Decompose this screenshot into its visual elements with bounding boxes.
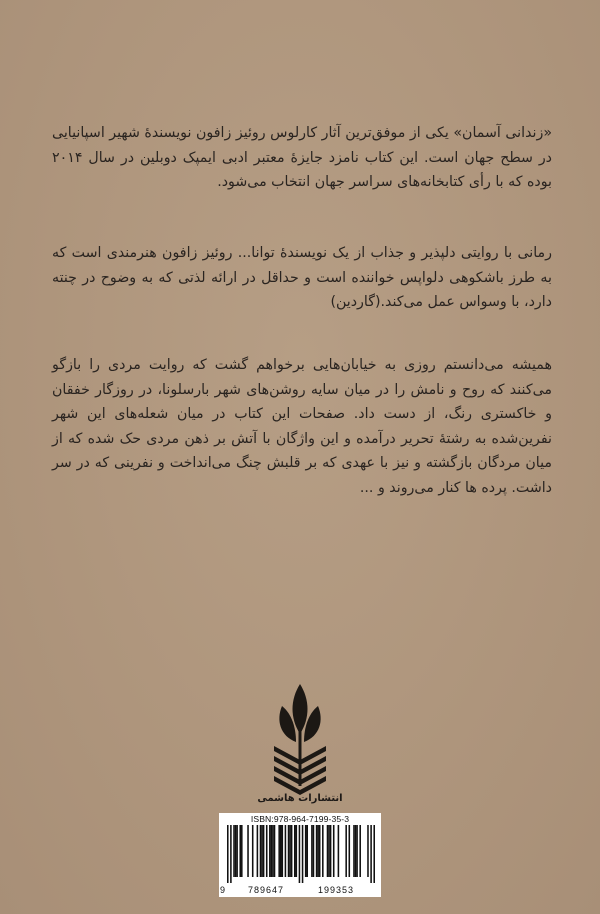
barcode-bar — [235, 825, 237, 877]
barcode-bar — [327, 825, 329, 877]
barcode-bar — [338, 825, 340, 877]
barcode-bar — [272, 825, 274, 877]
barcode-bar — [359, 825, 361, 877]
barcode-bar — [317, 825, 319, 877]
barcode-left-digits: 789647 — [247, 885, 285, 895]
barcode-bar — [230, 825, 232, 883]
barcode-bar — [294, 825, 296, 877]
barcode — [227, 825, 375, 883]
blurb-paragraph-3: همیشه می‌دانستم روزی به خیابان‌هایی برخواهم گشت که روایت مردی را بازگو می‌کنند که روح و نامش را در میان سایه روشن‌های شهر بارسلونا، در روزگار خفقان و خاکستری رنگ، از دست داد. صفحات این کتاب در میان شعله‌های این شهر نفرین‌شده به رشتۀ تحریر درآمده و این واژگان با آتش بر ذهن مردی حک شده که از میان مردگان بازگشته و نیز با عهدی که بر قلبش چنگ می‌انداخت و نفرینی که در سر داشت. پرده ها کنار می‌روند و ... — [52, 357, 552, 496]
barcode-bar — [356, 825, 358, 877]
barcode-bar — [261, 825, 263, 877]
barcode-label — [219, 813, 381, 897]
barcode-bar — [370, 825, 372, 883]
barcode-bar — [291, 825, 293, 877]
barcode-bar — [306, 825, 308, 877]
barcode-digits — [219, 885, 381, 897]
blurb-paragraph-1: «زندانی آسمان» یکی از موفق‌ترین آثار کارلوس روئیز زافون نویسندۀ شهیر اسپانیایی در سطح جهان است. این کتاب نامزد جایزۀ معتبر ادبی ایمپک دوبلین در سال ۲۰۱۴ بوده که با رأی کتابخانه‌های سراسر جهان انتخاب می‌شود. — [52, 125, 552, 191]
barcode-bar — [333, 825, 335, 877]
barcode-bar — [227, 825, 229, 883]
barcode-bar — [274, 825, 276, 877]
barcode-bar — [282, 825, 284, 877]
barcode-bar — [373, 825, 375, 883]
barcode-bar — [278, 825, 280, 877]
barcode-bar — [313, 825, 315, 877]
barcode-bar — [280, 825, 282, 877]
isbn-text: ISBN:978-964-7199-35-3 — [250, 814, 350, 824]
barcode-bar — [269, 825, 271, 877]
barcode-first-digit: 9 — [220, 885, 226, 895]
barcode-bar — [260, 825, 262, 877]
barcode-bar — [288, 825, 290, 877]
barcode-bar — [285, 825, 287, 877]
publisher-name: انتشارات هاشمی — [257, 793, 343, 804]
barcode-bar — [316, 825, 318, 877]
barcode-bar — [319, 825, 321, 877]
barcode-bar — [252, 825, 254, 877]
barcode-bar — [289, 825, 291, 877]
barcode-bar — [266, 825, 268, 877]
barcode-bar — [367, 825, 369, 877]
barcode-bar — [296, 825, 298, 877]
barcode-bar — [302, 825, 304, 883]
barcode-bar — [353, 825, 355, 877]
barcode-right-digits: 199353 — [317, 885, 355, 895]
barcode-bar — [355, 825, 357, 877]
barcode-bar — [257, 825, 259, 877]
tree-book-logo-icon — [264, 680, 336, 800]
barcode-bar — [299, 825, 301, 883]
barcode-bar — [322, 825, 324, 877]
barcode-bar — [233, 825, 235, 877]
barcode-bar — [349, 825, 351, 877]
barcode-bar — [236, 825, 238, 877]
barcode-bar — [311, 825, 313, 877]
barcode-bar — [345, 825, 347, 877]
barcode-bar — [263, 825, 265, 877]
barcode-bar — [330, 825, 332, 877]
barcode-bar — [241, 825, 243, 877]
blurb-paragraph-2: رمانی با روایتی دلپذیر و جذاب از یک نویسندۀ توانا... روئیز زافون هنرمندی است که به طرز باشکوهی دلواپس خواننده است و حداقل در ارائه لذتی که به وضوح در چنته دارد، با وسواس عمل می‌کند.(گاردین) — [52, 245, 552, 311]
barcode-bar — [271, 825, 273, 877]
barcode-bar — [305, 825, 307, 877]
barcode-bar — [328, 825, 330, 877]
barcode-bar — [247, 825, 249, 877]
barcode-bar — [239, 825, 241, 877]
